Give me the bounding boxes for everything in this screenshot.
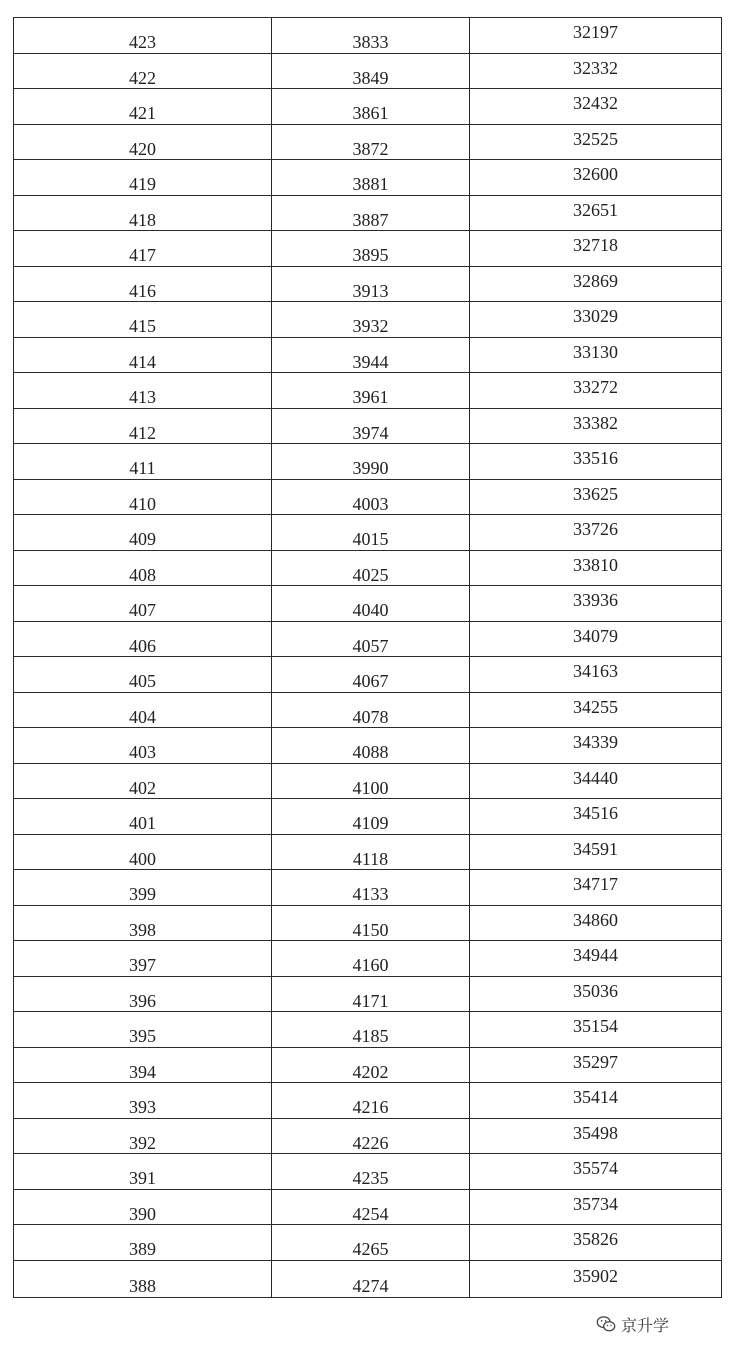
count-cell: 4003 <box>272 479 470 515</box>
table-body <box>14 18 722 1298</box>
cumulative-cell: 35574 <box>470 1154 722 1190</box>
cumulative-cell: 33130 <box>470 337 722 373</box>
count-cell: 3974 <box>272 408 470 444</box>
cumulative-cell: 34339 <box>470 728 722 764</box>
count-cell: 4274 <box>272 1260 470 1297</box>
table-row <box>14 1118 722 1154</box>
table-row <box>14 1154 722 1190</box>
cumulative-cell: 35826 <box>470 1225 722 1261</box>
table-row <box>14 1083 722 1119</box>
cumulative-cell: 33726 <box>470 515 722 551</box>
table-row <box>14 373 722 409</box>
table-row <box>14 763 722 799</box>
count-cell: 4185 <box>272 1012 470 1048</box>
score-cell: 411 <box>14 444 272 480</box>
table-row <box>14 53 722 89</box>
count-cell: 3861 <box>272 89 470 125</box>
count-cell: 3849 <box>272 53 470 89</box>
table-row <box>14 515 722 551</box>
count-cell: 4088 <box>272 728 470 764</box>
count-cell: 4040 <box>272 586 470 622</box>
table-row <box>14 337 722 373</box>
count-cell: 4150 <box>272 905 470 941</box>
score-cell: 414 <box>14 337 272 373</box>
score-cell: 418 <box>14 195 272 231</box>
count-cell: 4160 <box>272 941 470 977</box>
table-row <box>14 692 722 728</box>
table-row <box>14 1189 722 1225</box>
cumulative-cell: 32718 <box>470 231 722 267</box>
cumulative-cell: 35297 <box>470 1047 722 1083</box>
cumulative-cell: 35036 <box>470 976 722 1012</box>
cumulative-cell: 34079 <box>470 621 722 657</box>
table-row <box>14 18 722 54</box>
count-cell: 4265 <box>272 1225 470 1261</box>
cumulative-cell: 32525 <box>470 124 722 160</box>
count-cell: 3872 <box>272 124 470 160</box>
count-cell: 4025 <box>272 550 470 586</box>
table-row <box>14 586 722 622</box>
score-distribution-table-container <box>13 17 721 1298</box>
watermark <box>593 1313 675 1335</box>
table-row <box>14 1012 722 1048</box>
table-row <box>14 728 722 764</box>
cumulative-cell: 34717 <box>470 870 722 906</box>
count-cell: 4171 <box>272 976 470 1012</box>
cumulative-cell: 34944 <box>470 941 722 977</box>
cumulative-cell: 35734 <box>470 1189 722 1225</box>
cumulative-cell: 34516 <box>470 799 722 835</box>
score-cell: 413 <box>14 373 272 409</box>
score-cell: 409 <box>14 515 272 551</box>
count-cell: 4057 <box>272 621 470 657</box>
table-row <box>14 160 722 196</box>
count-cell: 4254 <box>272 1189 470 1225</box>
score-cell: 394 <box>14 1047 272 1083</box>
score-cell: 412 <box>14 408 272 444</box>
table-row <box>14 1225 722 1261</box>
cumulative-cell: 35902 <box>470 1260 722 1297</box>
score-cell: 423 <box>14 18 272 54</box>
score-cell: 416 <box>14 266 272 302</box>
cumulative-cell: 33382 <box>470 408 722 444</box>
count-cell: 3944 <box>272 337 470 373</box>
score-cell: 391 <box>14 1154 272 1190</box>
cumulative-cell: 32600 <box>470 160 722 196</box>
table-row <box>14 302 722 338</box>
cumulative-cell: 34163 <box>470 657 722 693</box>
count-cell: 4202 <box>272 1047 470 1083</box>
score-cell: 397 <box>14 941 272 977</box>
count-cell: 4078 <box>272 692 470 728</box>
score-cell: 390 <box>14 1189 272 1225</box>
cumulative-cell: 33272 <box>470 373 722 409</box>
score-cell: 399 <box>14 870 272 906</box>
count-cell: 4216 <box>272 1083 470 1119</box>
cumulative-cell: 33810 <box>470 550 722 586</box>
score-cell: 417 <box>14 231 272 267</box>
cumulative-cell: 33516 <box>470 444 722 480</box>
count-cell: 4133 <box>272 870 470 906</box>
table-row <box>14 621 722 657</box>
count-cell: 4235 <box>272 1154 470 1190</box>
score-cell: 405 <box>14 657 272 693</box>
table-row <box>14 266 722 302</box>
score-cell: 388 <box>14 1260 272 1297</box>
watermark-text: 京升学 <box>621 1315 670 1335</box>
count-cell: 4015 <box>272 515 470 551</box>
table-row <box>14 408 722 444</box>
count-cell: 4118 <box>272 834 470 870</box>
cumulative-cell: 35498 <box>470 1118 722 1154</box>
score-cell: 415 <box>14 302 272 338</box>
cumulative-cell: 32869 <box>470 266 722 302</box>
cumulative-cell: 32197 <box>470 18 722 54</box>
score-cell: 419 <box>14 160 272 196</box>
score-cell: 400 <box>14 834 272 870</box>
count-cell: 3833 <box>272 18 470 54</box>
score-cell: 402 <box>14 763 272 799</box>
score-cell: 407 <box>14 586 272 622</box>
cumulative-cell: 33029 <box>470 302 722 338</box>
table-row <box>14 195 722 231</box>
count-cell: 4226 <box>272 1118 470 1154</box>
count-cell: 3961 <box>272 373 470 409</box>
score-cell: 406 <box>14 621 272 657</box>
table-row <box>14 444 722 480</box>
table-row <box>14 657 722 693</box>
score-cell: 396 <box>14 976 272 1012</box>
table-row <box>14 870 722 906</box>
cumulative-cell: 32332 <box>470 53 722 89</box>
cumulative-cell: 33936 <box>470 586 722 622</box>
table-row <box>14 89 722 125</box>
score-cell: 403 <box>14 728 272 764</box>
cumulative-cell: 33625 <box>470 479 722 515</box>
score-cell: 422 <box>14 53 272 89</box>
table-row <box>14 479 722 515</box>
table-row <box>14 550 722 586</box>
score-cell: 404 <box>14 692 272 728</box>
table-row <box>14 1260 722 1297</box>
count-cell: 4067 <box>272 657 470 693</box>
count-cell: 4109 <box>272 799 470 835</box>
cumulative-cell: 34440 <box>470 763 722 799</box>
count-cell: 3887 <box>272 195 470 231</box>
table-row <box>14 941 722 977</box>
score-cell: 392 <box>14 1118 272 1154</box>
count-cell: 3932 <box>272 302 470 338</box>
cumulative-cell: 34860 <box>470 905 722 941</box>
count-cell: 3895 <box>272 231 470 267</box>
table-row <box>14 834 722 870</box>
cumulative-cell: 34255 <box>470 692 722 728</box>
score-cell: 401 <box>14 799 272 835</box>
score-cell: 420 <box>14 124 272 160</box>
cumulative-cell: 35414 <box>470 1083 722 1119</box>
score-cell: 408 <box>14 550 272 586</box>
count-cell: 3913 <box>272 266 470 302</box>
table-row <box>14 905 722 941</box>
table-row <box>14 976 722 1012</box>
table-row <box>14 799 722 835</box>
wechat-icon <box>595 1313 617 1335</box>
score-cell: 410 <box>14 479 272 515</box>
count-cell: 4100 <box>272 763 470 799</box>
count-cell: 3881 <box>272 160 470 196</box>
cumulative-cell: 35154 <box>470 1012 722 1048</box>
count-cell: 3990 <box>272 444 470 480</box>
score-cell: 389 <box>14 1225 272 1261</box>
score-cell: 398 <box>14 905 272 941</box>
score-cell: 393 <box>14 1083 272 1119</box>
score-cell: 421 <box>14 89 272 125</box>
cumulative-cell: 32651 <box>470 195 722 231</box>
cumulative-cell: 34591 <box>470 834 722 870</box>
score-cell: 395 <box>14 1012 272 1048</box>
score-distribution-table <box>13 17 722 1298</box>
table-row <box>14 124 722 160</box>
table-row <box>14 231 722 267</box>
cumulative-cell: 32432 <box>470 89 722 125</box>
table-row <box>14 1047 722 1083</box>
